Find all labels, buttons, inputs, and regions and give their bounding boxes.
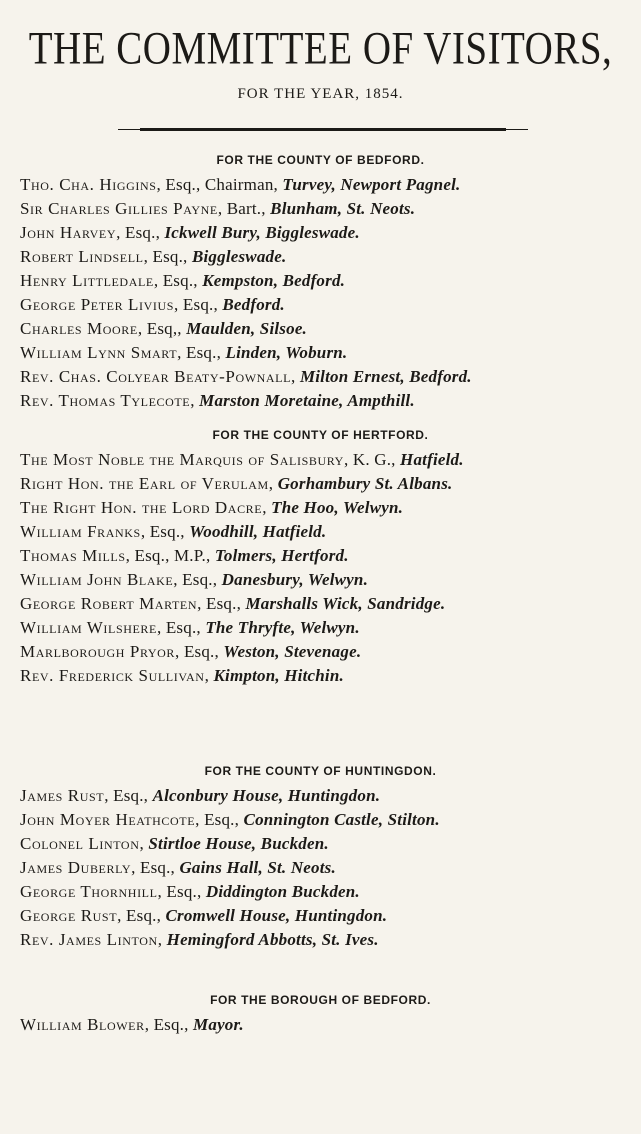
visitor-place: Turvey, Newport Pagnel. — [282, 175, 461, 194]
visitor-title: , Esq., — [131, 858, 180, 877]
visitor-place: Kimpton, Hitchin. — [213, 666, 344, 685]
list-item — [20, 664, 635, 688]
section-list-bedford — [20, 173, 635, 413]
visitor-place: Milton Ernest, Bedford. — [299, 367, 472, 386]
list-item — [20, 245, 635, 269]
visitor-name: George Robert Marten — [20, 594, 198, 613]
visitor-title: , Esq., — [195, 810, 244, 829]
visitor-name: Thomas Mills — [20, 546, 126, 565]
visitor-place: Gains Hall, St. Neots. — [179, 858, 336, 877]
visitor-title: , Esq., — [197, 594, 246, 613]
visitor-name: The Right Hon. the Lord Dacre — [20, 498, 263, 517]
visitor-name: John Harvey — [20, 223, 117, 242]
visitor-title: , Esq., M.P., — [125, 546, 215, 565]
visitor-place: Weston, Stevenage. — [223, 642, 362, 661]
visitor-title: , Esq., — [157, 882, 206, 901]
visitor-title: , K. G., — [343, 450, 401, 469]
visitor-name: William John Blake — [20, 570, 174, 589]
visitor-name: George Rust — [20, 906, 118, 925]
list-item — [20, 640, 635, 664]
visitor-place: Linden, Woburn. — [225, 343, 348, 362]
list-item — [20, 269, 635, 293]
visitor-title: , — [268, 474, 278, 493]
list-item — [20, 365, 635, 389]
visitor-title: , Esq., — [143, 247, 192, 266]
visitor-name: The Most Noble the Marquis of Salisbury — [20, 450, 344, 469]
visitor-name: Marlborough Pryor — [20, 642, 176, 661]
visitor-place: Mayor. — [193, 1015, 244, 1034]
visitor-place: Hatfield. — [400, 450, 464, 469]
list-item — [20, 880, 635, 904]
visitor-title: , Esq., — [173, 570, 222, 589]
visitor-title: , — [204, 666, 214, 685]
list-item — [20, 856, 635, 880]
visitor-title: , Esq., — [156, 618, 206, 637]
list-item — [20, 832, 635, 856]
list-item — [20, 173, 635, 197]
page-title: THE COMMITTEE OF VISITORS, — [28, 23, 613, 74]
visitor-name: George Thornhill — [20, 882, 158, 901]
visitor-place: The Hoo, Welwyn. — [271, 498, 404, 517]
visitor-title: , Esq., — [175, 642, 224, 661]
list-item — [20, 472, 635, 496]
visitor-name: Colonel Linton — [20, 834, 140, 853]
visitor-place: Marston Moretaine, Ampthill. — [199, 391, 415, 410]
visitor-place: Marshalls Wick, Sandridge. — [245, 594, 446, 613]
list-item — [20, 808, 635, 832]
list-item — [20, 389, 635, 413]
list-item — [20, 904, 635, 928]
visitor-name: George Peter Livius — [20, 295, 175, 314]
visitor-place: The Thryfte, Welwyn. — [205, 618, 360, 637]
section-list-hertford — [20, 448, 635, 688]
visitor-place: Woodhill, Hatfield. — [189, 522, 327, 541]
visitor-place: Kempston, Bedford. — [202, 271, 346, 290]
visitor-place: Tolmers, Hertford. — [214, 546, 349, 565]
visitor-name: William Wilshere — [20, 618, 157, 637]
visitor-place: Gorhambury St. Albans. — [277, 474, 453, 493]
section-heading-borough: FOR THE BOROUGH OF BEDFORD. — [210, 993, 431, 1007]
visitor-name: Rev. Chas. Colyear Beaty-Pownall — [20, 367, 292, 386]
list-item — [20, 221, 635, 245]
visitor-place: Diddington Buckden. — [205, 882, 360, 901]
visitor-name: James Rust — [20, 786, 105, 805]
visitor-title: , — [139, 834, 149, 853]
list-item — [20, 496, 635, 520]
visitor-title: , Esq., Chairman, — [156, 175, 283, 194]
visitor-title: , Esq., — [153, 271, 203, 290]
visitor-title: , — [190, 391, 200, 410]
list-item — [20, 1013, 635, 1037]
visitor-title: , Esq,, — [137, 319, 187, 338]
section-heading-huntingdon: FOR THE COUNTY OF HUNTINGDON. — [204, 764, 437, 778]
visitor-name: William Franks — [20, 522, 141, 541]
visitor-title: , — [291, 367, 300, 386]
page-subtitle: FOR THE YEAR, 1854. — [237, 86, 404, 102]
visitor-place: Blunham, St. Neots. — [270, 199, 416, 218]
visitor-name: Right Hon. the Earl of Verulam — [20, 474, 269, 493]
visitor-title: , — [157, 930, 167, 949]
visitor-place: Cromwell House, Huntingdon. — [165, 906, 388, 925]
visitor-name: Rev. Thomas Tylecote — [20, 391, 191, 410]
visitor-name: Rev. James Linton — [20, 930, 158, 949]
list-item — [20, 197, 635, 221]
section-heading-bedford: FOR THE COUNTY OF BEDFORD. — [216, 153, 425, 167]
list-item — [20, 592, 635, 616]
list-item — [20, 448, 635, 472]
visitor-title: , Esq., — [144, 1015, 194, 1034]
list-item — [20, 293, 635, 317]
list-item — [20, 341, 635, 365]
section-heading-hertford: FOR THE COUNTY OF HERTFORD. — [212, 428, 429, 442]
visitor-name: William Blower — [20, 1015, 145, 1034]
visitor-name: Henry Littledale — [20, 271, 154, 290]
visitor-title: , Esq., — [117, 906, 166, 925]
list-item — [20, 520, 635, 544]
list-item — [20, 784, 635, 808]
visitor-title: , Esq., — [140, 522, 190, 541]
visitor-place: Ickwell Bury, Biggleswade. — [164, 223, 360, 242]
visitor-name: Tho. Cha. Higgins — [20, 175, 157, 194]
list-item — [20, 568, 635, 592]
visitor-place: Stirtloe House, Buckden. — [148, 834, 329, 853]
visitor-name: James Duberly — [20, 858, 132, 877]
visitor-place: Alconbury House, Huntingdon. — [152, 786, 381, 805]
section-list-huntingdon — [20, 784, 635, 952]
visitor-name: Rev. Frederick Sullivan — [20, 666, 205, 685]
list-item — [20, 317, 635, 341]
list-item — [20, 544, 635, 568]
title-rule — [140, 128, 506, 131]
visitor-place: Hemingford Abbotts, St. Ives. — [166, 930, 379, 949]
visitor-place: Maulden, Silsoe. — [186, 319, 308, 338]
visitor-place: Biggleswade. — [191, 247, 287, 266]
visitor-title: , Esq., — [177, 343, 226, 362]
visitor-name: Sir Charles Gillies Payne — [20, 199, 218, 218]
visitor-title: , Bart., — [217, 199, 271, 218]
list-item — [20, 928, 635, 952]
visitor-place: Danesbury, Welwyn. — [221, 570, 369, 589]
visitor-title: , — [262, 498, 272, 517]
visitor-place: Bedford. — [222, 295, 285, 314]
visitor-name: John Moyer Heathcote — [20, 810, 196, 829]
visitor-title: , Esq., — [174, 295, 223, 314]
visitor-name: Robert Lindsell — [20, 247, 144, 266]
visitor-name: William Lynn Smart — [20, 343, 178, 362]
visitor-name: Charles Moore — [20, 319, 138, 338]
section-list-borough — [20, 1013, 635, 1037]
visitor-place: Connington Castle, Stilton. — [243, 810, 440, 829]
list-item — [20, 616, 635, 640]
visitor-title: , Esq., — [116, 223, 165, 242]
visitor-title: , Esq., — [104, 786, 153, 805]
